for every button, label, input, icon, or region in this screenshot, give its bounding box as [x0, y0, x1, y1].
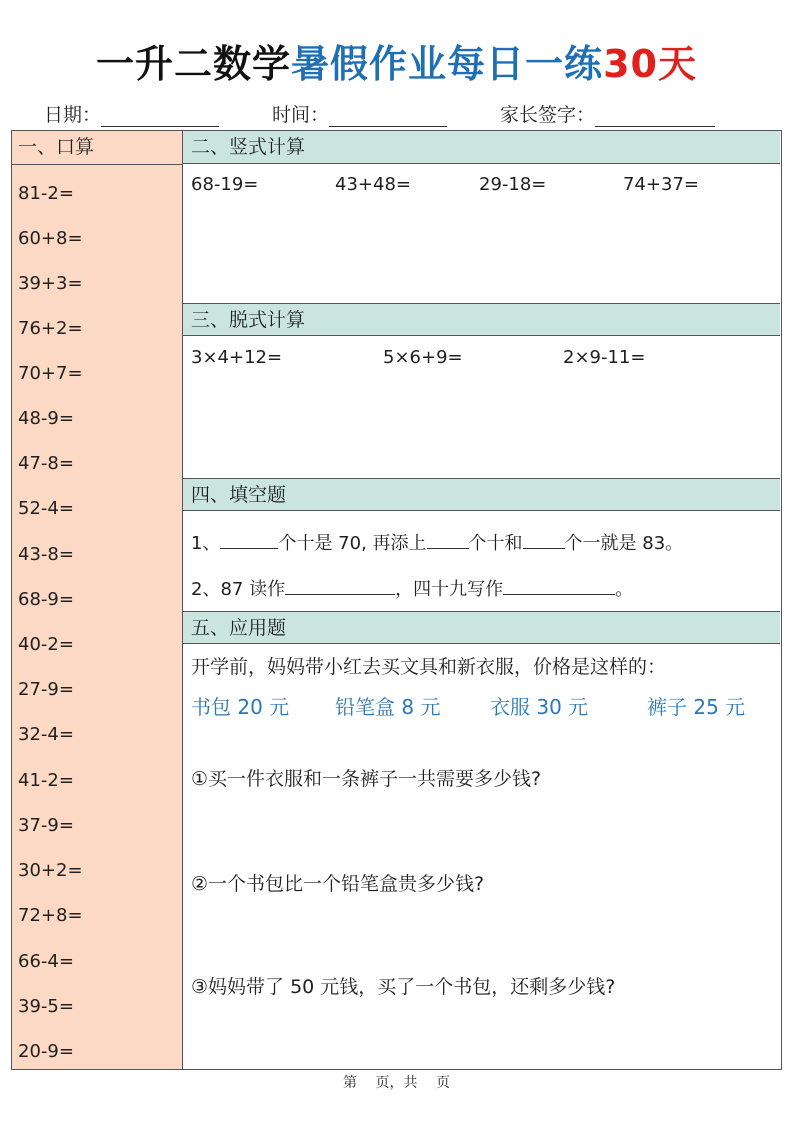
time-field	[272, 100, 447, 127]
parent-sign-label: 家长签字：	[500, 104, 596, 126]
fill-q1-part: 个十是 70, 再添上	[278, 533, 427, 554]
fill-blank-header: 四、填空题	[183, 478, 780, 511]
price-item: 铅笔盒 8 元	[335, 695, 441, 719]
main-column	[183, 131, 780, 1069]
answer-blank[interactable]	[503, 576, 615, 595]
answer-blank[interactable]	[220, 530, 278, 549]
oral-problem: 47-8=	[18, 453, 74, 474]
vertical-problem: 43+48=	[335, 174, 411, 195]
vertical-problem: 74+37=	[623, 174, 699, 195]
parent-sign-field	[500, 100, 715, 127]
fill-question-2	[191, 576, 633, 603]
fill-q1-part: 1、	[191, 533, 221, 554]
fill-q2-part: ，四十九写作	[395, 579, 504, 600]
vertical-problem: 68-19=	[191, 174, 259, 195]
oral-problem: 37-9=	[18, 815, 74, 836]
offform-problem: 3×4+12=	[191, 347, 283, 368]
page-footer: 第 页，共 页	[343, 1075, 450, 1091]
fill-q2-part: 。	[615, 579, 634, 600]
offform-calc-header: 三、脱式计算	[183, 303, 780, 336]
oral-problem: 41-2=	[18, 770, 74, 791]
time-input-line[interactable]	[329, 104, 447, 127]
oral-problem: 32-4=	[18, 724, 74, 745]
oral-problem: 70+7=	[18, 363, 83, 384]
answer-blank[interactable]	[285, 576, 395, 595]
word-problem-intro: 开学前，妈妈带小红去买文具和新衣服，价格是这样的：	[191, 656, 667, 678]
offform-problem: 5×6+9=	[383, 347, 463, 368]
fill-q1-part: 个十和	[468, 533, 523, 554]
vertical-problem: 29-18=	[479, 174, 547, 195]
word-question: ①买一件衣服和一条裤子一共需要多少钱?	[191, 768, 542, 790]
oral-problem: 68-9=	[18, 589, 74, 610]
oral-problem: 76+2=	[18, 318, 83, 339]
oral-problem: 20-9=	[18, 1041, 74, 1062]
oral-header: 一、口算	[12, 131, 182, 165]
word-question: ③妈妈带了 50 元钱，买了一个书包，还剩多少钱?	[191, 976, 616, 998]
title-part-grade: 一升二数学	[96, 42, 292, 86]
answer-blank[interactable]	[523, 530, 565, 549]
meta-row	[0, 100, 793, 130]
oral-problem: 27-9=	[18, 679, 74, 700]
fill-question-1	[191, 530, 683, 557]
price-item: 书包 20 元	[191, 695, 290, 719]
oral-problem: 39+3=	[18, 273, 83, 294]
worksheet	[11, 130, 782, 1070]
word-question: ②一个书包比一个铅笔盒贵多少钱?	[191, 873, 485, 895]
time-label: 时间：	[272, 104, 330, 126]
date-label: 日期：	[44, 104, 102, 126]
fill-q1-part: 个一就是 83。	[564, 533, 684, 554]
title-part-main: 暑假作业每日一练	[291, 42, 604, 86]
title-part-days: 30天	[603, 42, 697, 86]
oral-problem: 43-8=	[18, 544, 74, 565]
fill-q2-part: 2、87 读作	[191, 579, 286, 600]
oral-problem: 30+2=	[18, 860, 83, 881]
oral-problem: 66-4=	[18, 951, 74, 972]
price-item: 裤子 25 元	[647, 695, 746, 719]
price-item: 衣服 30 元	[490, 695, 589, 719]
oral-problem: 39-5=	[18, 996, 74, 1017]
offform-problem: 2×9-11=	[563, 347, 646, 368]
word-problem-header: 五、应用题	[183, 611, 780, 644]
date-input-line[interactable]	[101, 104, 219, 127]
oral-problem: 52-4=	[18, 498, 74, 519]
page-title	[0, 38, 793, 90]
oral-problem: 60+8=	[18, 228, 83, 249]
oral-problem: 48-9=	[18, 408, 74, 429]
oral-problem: 81-2=	[18, 183, 74, 204]
parent-sign-input-line[interactable]	[595, 104, 715, 127]
answer-blank[interactable]	[427, 530, 469, 549]
oral-problem: 72+8=	[18, 905, 83, 926]
date-field	[44, 100, 219, 127]
oral-problem: 40-2=	[18, 634, 74, 655]
oral-column	[12, 131, 183, 1069]
vertical-calc-header: 二、竖式计算	[183, 131, 780, 164]
